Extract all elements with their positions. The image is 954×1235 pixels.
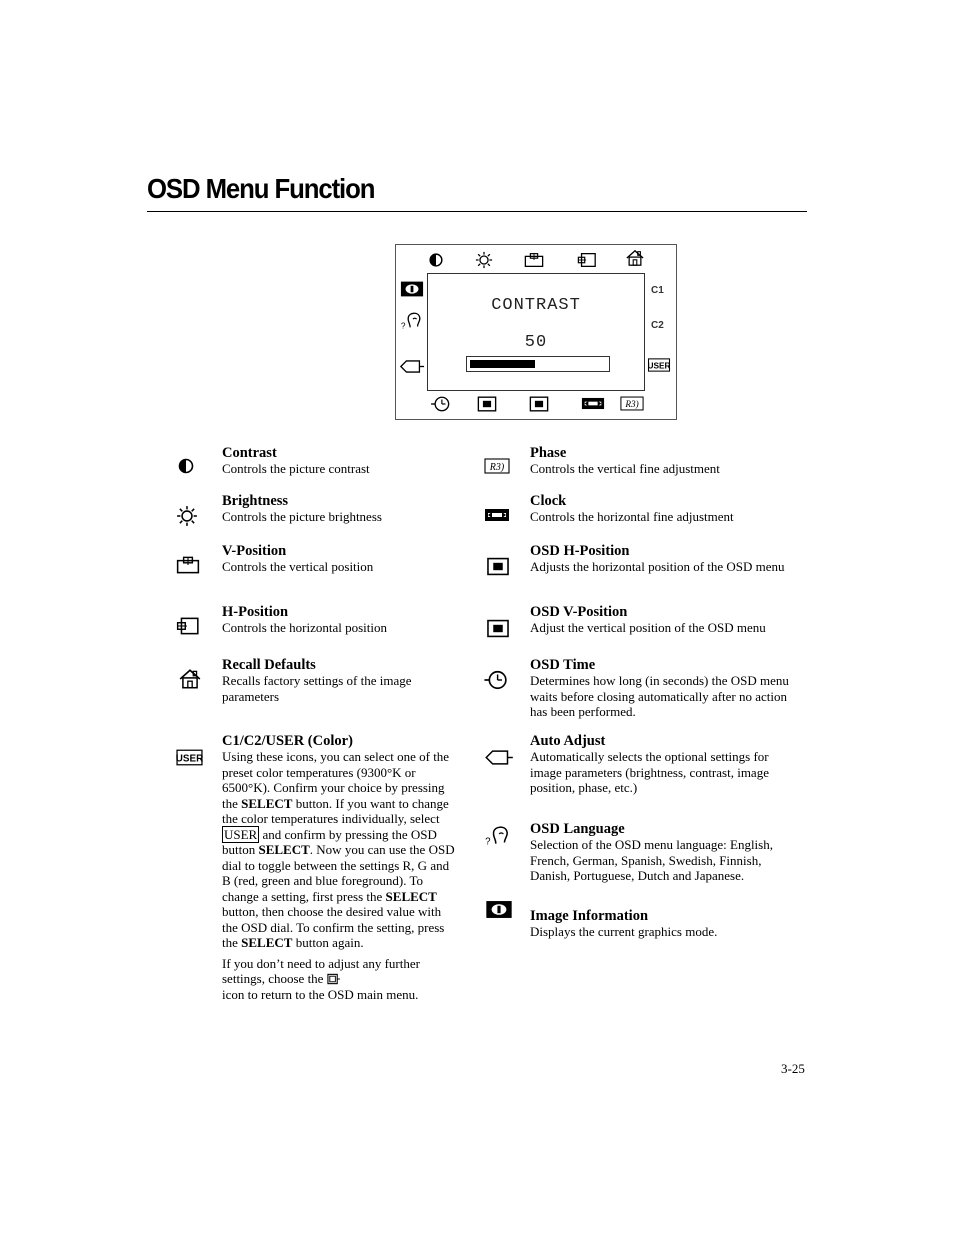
image-information-icon: [400, 280, 424, 298]
entry-heading: OSD V-Position: [530, 604, 628, 620]
osd-level-fill: [470, 360, 535, 368]
entry-clock: [530, 493, 795, 525]
entry-osd-time: [530, 657, 795, 720]
entry-brightness: [222, 493, 457, 525]
entry-description: Controls the picture contrast: [222, 461, 370, 476]
entry-heading: Phase: [530, 445, 567, 461]
clock-icon: [484, 507, 510, 523]
osd-current-label: CONTRAST: [491, 296, 581, 315]
entry-heading: Auto Adjust: [530, 733, 606, 749]
phase-icon: [620, 396, 644, 411]
entry-osd-h-position: [530, 543, 795, 575]
entry-color: [222, 733, 457, 1002]
phase-icon: [484, 458, 510, 474]
entry-description: Adjust the vertical position of the OSD menu: [530, 620, 766, 635]
c2-tag: C2: [651, 320, 664, 331]
user-color-icon: [176, 749, 203, 766]
osd-language-icon: [484, 823, 512, 847]
entry-description: Controls the horizontal position: [222, 620, 388, 635]
clock-icon: [581, 396, 605, 411]
entry-heading: OSD Time: [530, 657, 596, 673]
osd-language-icon: [400, 309, 424, 331]
recall-defaults-icon: [178, 668, 202, 690]
osd-screen: [427, 273, 645, 391]
user-color-icon: [647, 358, 671, 372]
osd-h-position-icon: [477, 395, 497, 413]
entry-description: Controls the horizontal fine adjustment: [530, 509, 734, 524]
exit-icon: [327, 973, 340, 985]
image-information-icon: [485, 900, 513, 919]
entry-heading: Clock: [530, 493, 567, 509]
page-number: 3-25: [781, 1061, 805, 1076]
osd-h-position-icon: [486, 557, 510, 576]
entry-heading: OSD H-Position: [530, 543, 630, 559]
osd-v-position-icon: [486, 619, 510, 638]
entry-description: Controls the picture brightness: [222, 509, 382, 524]
entry-description: Recalls factory settings of the image parameters: [222, 673, 412, 704]
osd-menu-preview: [395, 244, 677, 420]
entry-description: Displays the current graphics mode.: [530, 924, 718, 939]
entry-osd-v-position: [530, 604, 795, 636]
osd-level-bar: [466, 356, 610, 372]
contrast-icon: [176, 456, 196, 476]
auto-adjust-icon: [484, 749, 514, 766]
return-paragraph: If you don’t need to adjust any further settings, choose the icon to return to the OSD main menu.: [222, 955, 420, 1002]
contrast-icon: [426, 251, 446, 269]
color-paragraph: Using these icons, you can select one of the preset color temperatures (9300°K or 6500°K). Confirm your choice by pressing the SELECT button. If you want to change the color temperatures individually, select USER and confirm by pressing the OSD button SELECT. Now you can use the OSD dial to toggle between the settings R, G and B (red, green and blue foreground). To change a setting, first press the SELECT button, then choose the desired value with the OSD dial. To confirm the setting, press the SELECT button again.: [222, 749, 455, 950]
osd-current-value: 50: [524, 333, 548, 352]
entry-description: Automatically selects the optional settings for image parameters (brightness, contrast, image position, phase, etc.): [530, 749, 769, 795]
entry-heading: C1/C2/USER (Color): [222, 733, 353, 749]
entry-description: Controls the vertical position: [222, 559, 374, 574]
v-position-icon: [176, 555, 200, 575]
v-position-icon: [524, 251, 544, 269]
brightness-icon: [176, 505, 198, 527]
entry-description: Determines how long (in seconds) the OSD menu waits before closing automatically after no action has been performed.: [530, 673, 789, 719]
entry-recall-defaults: [222, 657, 457, 704]
entry-description: Selection of the OSD menu language: English, French, German, Spanish, Swedish, Finnish, Danish, Portuguese, Dutch and Japanese.: [530, 837, 773, 883]
entry-heading: V-Position: [222, 543, 287, 559]
entry-heading: Brightness: [222, 493, 289, 509]
auto-adjust-icon: [399, 359, 425, 374]
entry-image-information: [530, 908, 795, 940]
entry-v-position: [222, 543, 457, 575]
entry-auto-adjust: [530, 733, 795, 796]
brightness-icon: [474, 251, 494, 269]
entry-heading: Image Information: [530, 908, 649, 924]
entry-description: Controls the vertical fine adjustment: [530, 461, 720, 476]
entry-description: Adjusts the horizontal position of the OSD menu: [530, 559, 785, 574]
osd-v-position-icon: [529, 395, 549, 413]
osd-time-icon: [430, 395, 452, 413]
recall-defaults-icon: [625, 249, 645, 267]
entry-h-position: [222, 604, 457, 636]
entry-heading: Recall Defaults: [222, 657, 316, 673]
h-position-icon: [577, 251, 597, 269]
entry-phase: [530, 445, 795, 477]
entry-heading: OSD Language: [530, 821, 625, 837]
osd-time-icon: [483, 669, 510, 691]
page-title: OSD Menu Function: [147, 173, 375, 204]
user-keyword: USER: [224, 826, 258, 842]
entry-contrast: [222, 445, 457, 477]
title-rule: [147, 211, 807, 212]
c1-tag: C1: [651, 285, 664, 296]
entry-heading: Contrast: [222, 445, 277, 461]
entry-heading: H-Position: [222, 604, 289, 620]
entry-osd-language: [530, 821, 795, 884]
h-position-icon: [176, 616, 200, 636]
